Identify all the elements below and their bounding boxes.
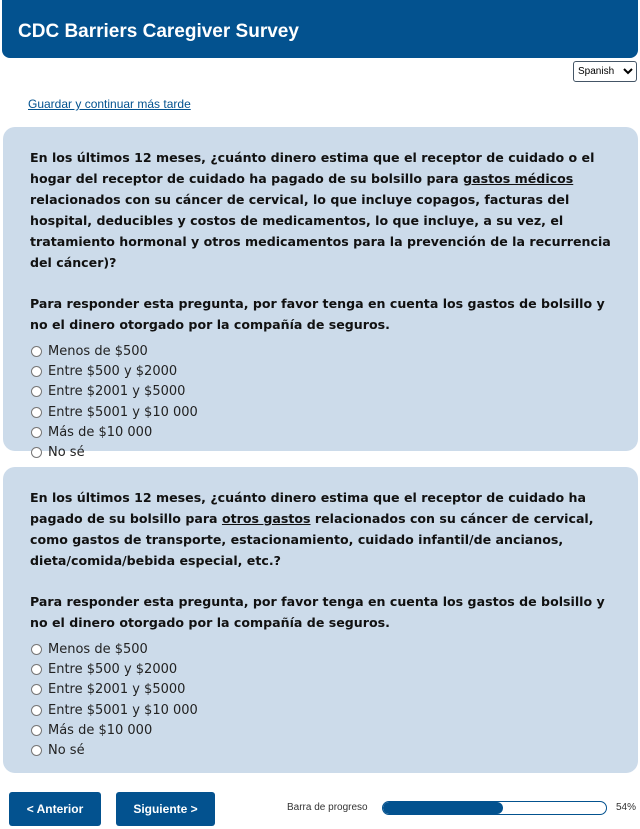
question-text — [30, 487, 618, 571]
question-card — [3, 467, 638, 773]
question-note: Para responder esta pregunta, por favor tenga en cuenta los gastos de bolsillo y no el dinero otorgado por la compañía de seguros. — [30, 594, 605, 630]
answer-label: No sé — [48, 743, 85, 759]
answer-option[interactable] — [30, 422, 618, 442]
answer-options — [30, 639, 618, 761]
question-text-part: relacionados con su cáncer de cervical, como gastos de transporte, estacionamiento, cuidado infantil/de ancianos, dieta/comida/bebida especial, etc.? — [30, 511, 594, 568]
language-select[interactable] — [573, 61, 637, 82]
answer-radio[interactable] — [31, 386, 42, 397]
answer-label: Entre $5001 y $10 000 — [48, 404, 198, 420]
answer-radio[interactable] — [31, 705, 42, 716]
answer-option[interactable] — [30, 659, 618, 679]
answer-option[interactable] — [30, 341, 618, 361]
question-text-part: En los últimos 12 meses, ¿cuánto dinero estima que el receptor de cuidado ha pagado de su bolsillo para — [30, 490, 586, 526]
answer-label: Entre $5001 y $10 000 — [48, 702, 198, 718]
answer-radio[interactable] — [31, 407, 42, 418]
answer-radio[interactable] — [31, 427, 42, 438]
answer-label: Menos de $500 — [48, 641, 148, 657]
answer-label: Entre $2001 y $5000 — [48, 682, 186, 698]
answer-option[interactable] — [30, 639, 618, 659]
answer-label: No sé — [48, 445, 85, 461]
progress-label: Barra de progreso — [287, 802, 368, 813]
answer-radio[interactable] — [31, 745, 42, 756]
answer-option[interactable] — [30, 442, 618, 462]
answer-option[interactable] — [30, 720, 618, 740]
question-note: Para responder esta pregunta, por favor tenga en cuenta los gastos de bolsillo y no el dinero otorgado por la compañía de seguros. — [30, 296, 605, 332]
answer-option[interactable] — [30, 680, 618, 700]
save-continue-later-link[interactable]: Guardar y continuar más tarde — [28, 97, 191, 111]
answer-label: Menos de $500 — [48, 343, 148, 359]
question-text-part: En los últimos 12 meses, ¿cuánto dinero estima que el receptor de cuidado o el hogar del receptor de cuidado ha pagado de su bolsillo para — [30, 150, 595, 186]
answer-option[interactable] — [30, 700, 618, 720]
answer-radio[interactable] — [31, 664, 42, 675]
answer-radio[interactable] — [31, 725, 42, 736]
answer-label: Entre $2001 y $5000 — [48, 384, 186, 400]
answer-label: Entre $500 y $2000 — [48, 363, 178, 379]
answer-options — [30, 341, 618, 463]
answer-option[interactable] — [30, 361, 618, 381]
answer-radio[interactable] — [31, 346, 42, 357]
question-text — [30, 147, 618, 273]
next-button[interactable]: Siguiente > — [116, 792, 215, 826]
answer-radio[interactable] — [31, 447, 42, 458]
answer-radio[interactable] — [31, 684, 42, 695]
progress-fill — [383, 802, 503, 814]
answer-label: Más de $10 000 — [48, 424, 153, 440]
answer-option[interactable] — [30, 740, 618, 760]
answer-option[interactable] — [30, 402, 618, 422]
progress-bar — [382, 801, 607, 815]
answer-label: Entre $500 y $2000 — [48, 661, 178, 677]
answer-radio[interactable] — [31, 366, 42, 377]
survey-header — [2, 0, 638, 58]
previous-button[interactable]: < Anterior — [9, 792, 101, 826]
question-card — [3, 127, 638, 461]
question-text-part: relacionados con su cáncer de cervical, lo que incluye copagos, facturas del hospital, deducibles y costos de medicamentos, lo que incluye, a su vez, el tratamiento hormonal y otros medicamentos para la prevención de la recurrencia del cáncer)? — [30, 192, 611, 270]
answer-radio[interactable] — [31, 644, 42, 655]
answer-option[interactable] — [30, 382, 618, 402]
question-emphasis: otros gastos — [221, 511, 311, 526]
question-emphasis: gastos médicos — [463, 171, 574, 186]
answer-label: Más de $10 000 — [48, 722, 153, 738]
progress-value: 54% — [616, 802, 637, 813]
page-title: CDC Barriers Caregiver Survey — [18, 21, 299, 42]
